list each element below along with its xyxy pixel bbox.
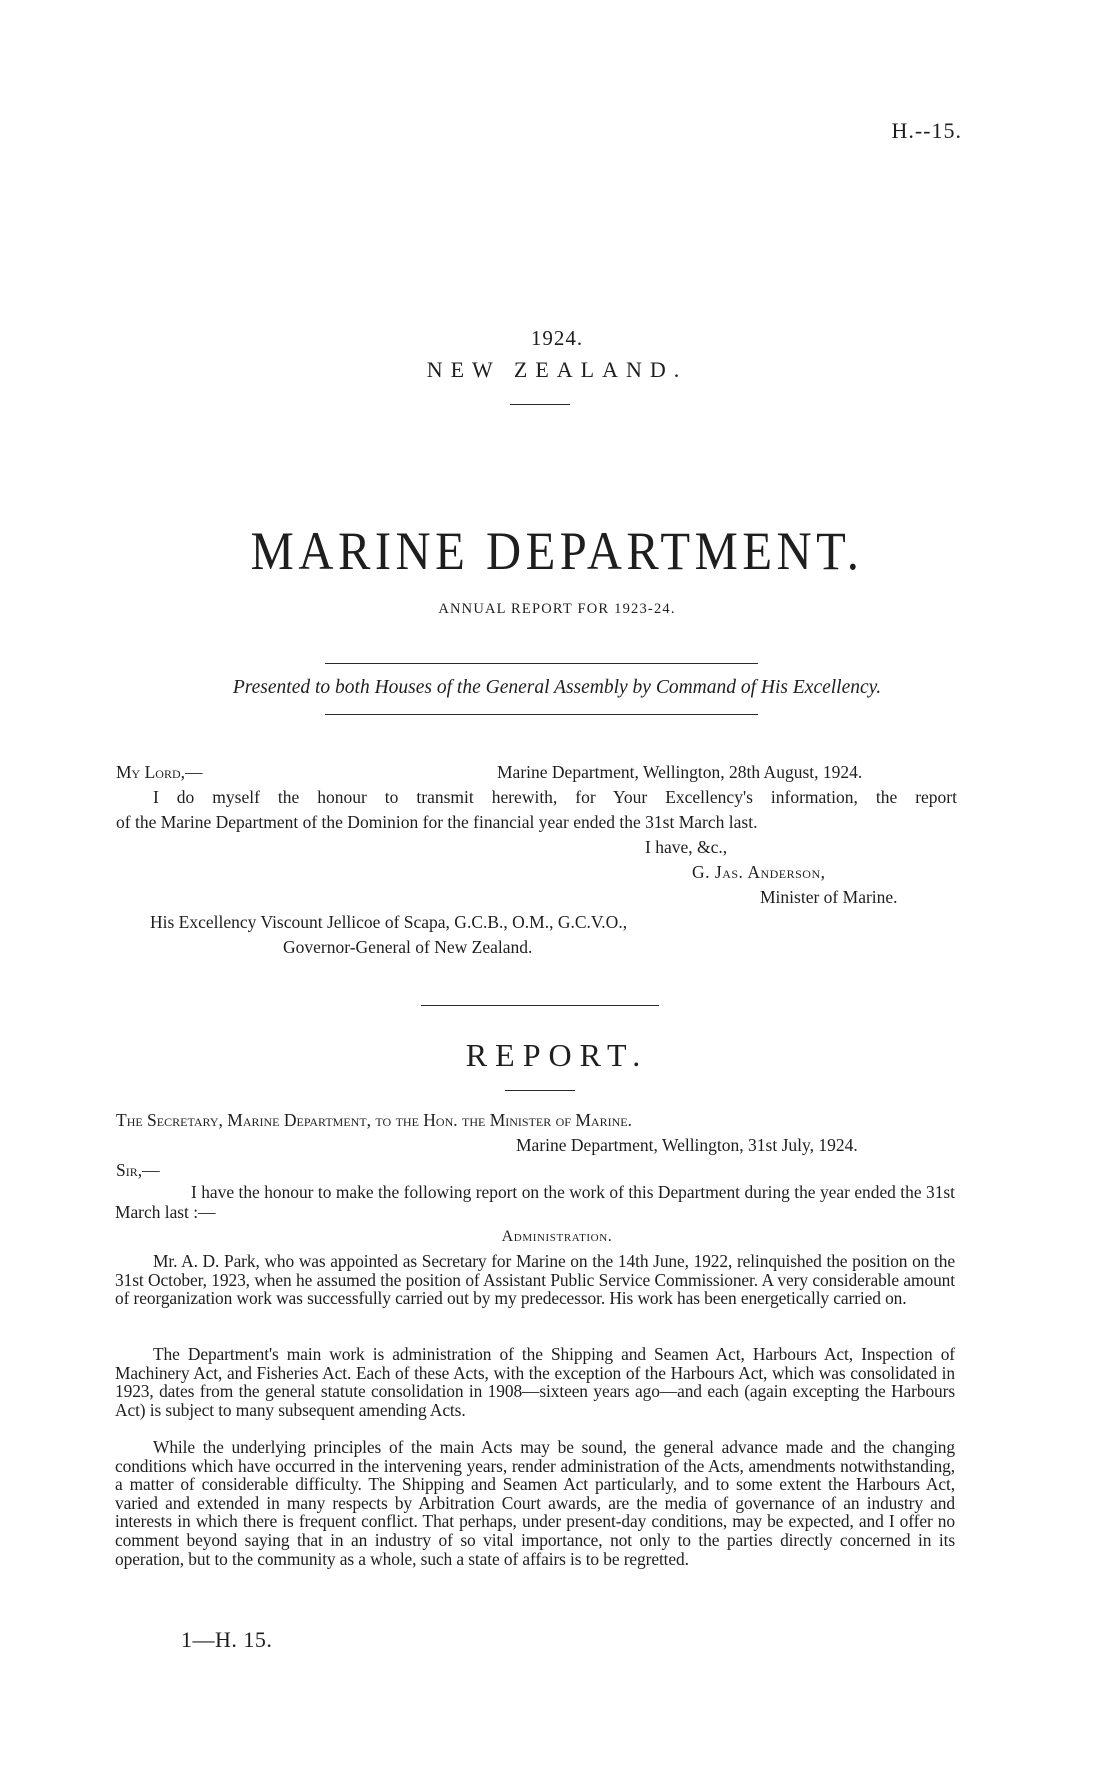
report-heading: REPORT. <box>465 1037 649 1073</box>
letter-signatory-title: Minister of Marine. <box>760 887 898 907</box>
divider-report <box>421 1005 659 1006</box>
letter-signatory: G. Jas. Anderson, <box>692 862 826 882</box>
report-from-to <box>116 1110 632 1131</box>
divider-presented-top <box>325 663 758 664</box>
letter-salutation: My Lord,— <box>116 762 203 782</box>
letter-body-line-1: I do myself the honour to transmit herewith, for Your Excellency's information, the report <box>153 787 957 807</box>
report-paragraph-2: The Department's main work is administration of the Shipping and Seamen Act, Harbours Act, Inspection of Machinery Act, and Fisheries Act. Each of these Acts, with the exception of the Harbours Act, which was consolidated in 1923, dates from the general statute consolidation in 1908—sixteen years ago—and each (again excepting the Harbours Act) is subject to many subsequent amending Acts. <box>115 1344 955 1420</box>
year: 1924. <box>530 326 584 350</box>
report-from-to-text: The Secretary, Marine Department, to the Hon. the Minister of Marine. <box>116 1110 632 1130</box>
letter-body-line-2: of the Marine Department of the Dominion for the financial year ended the 31st March last. <box>116 812 758 832</box>
divider-country <box>510 404 570 405</box>
report-paragraph-1: Mr. A. D. Park, who was appointed as Secretary for Marine on the 14th June, 1922, relinquished the position on the 31st October, 1923, when he assumed the position of Assistant Public Service Commissioner. A very considerable amount of reorganization work was successfully carried out by my predecessor. His work has been energetically carried on. <box>115 1251 955 1309</box>
presented-line: Presented to both Houses of the General Assembly by Command of His Excellency. <box>232 677 882 698</box>
document-title: MARINE DEPARTMENT. <box>250 521 864 581</box>
divider-presented-bottom <box>325 714 758 715</box>
footer-reference: 1—H. 15. <box>181 1627 273 1652</box>
letter-place-date: Marine Department, Wellington, 28th August, 1924. <box>497 762 863 782</box>
report-place-date: Marine Department, Wellington, 31st July, 1924. <box>516 1135 858 1155</box>
letter-closing: I have, &c., <box>645 837 728 857</box>
letter-addressee: His Excellency Viscount Jellicoe of Scapa, G.C.B., O.M., G.C.V.O., <box>150 912 628 932</box>
report-intro: I have the honour to make the following report on the work of this Department during the year ended the 31st March last :— <box>115 1182 955 1222</box>
report-salutation: Sir,— <box>116 1160 160 1180</box>
divider-report-heading <box>505 1090 575 1091</box>
page-reference: H.--15. <box>891 118 962 143</box>
country: NEW ZEALAND. <box>426 357 688 382</box>
section-heading-administration: Administration. <box>501 1228 613 1245</box>
letter-addressee-title: Governor-General of New Zealand. <box>283 937 533 957</box>
report-paragraph-3: While the underlying principles of the main Acts may be sound, the general advance made and the changing conditions which have occurred in the intervening years, render administration of the Acts, amendments notwithstanding, a matter of considerable difficulty. The Shipping and Seamen Act particularly, and to some extent the Harbours Act, varied and extended in many respects by Arbitration Court awards, are the media of governance of an industry and interests in which there is frequent conflict. That perhaps, under present-day conditions, may be expected, and I offer no comment beyond saying that in an industry of so vital importance, not only to the parties directly concerned in its operation, but to the community as a whole, such a state of affairs is to be regretted. <box>115 1437 955 1569</box>
document-subtitle: ANNUAL REPORT FOR 1923-24. <box>438 601 676 617</box>
